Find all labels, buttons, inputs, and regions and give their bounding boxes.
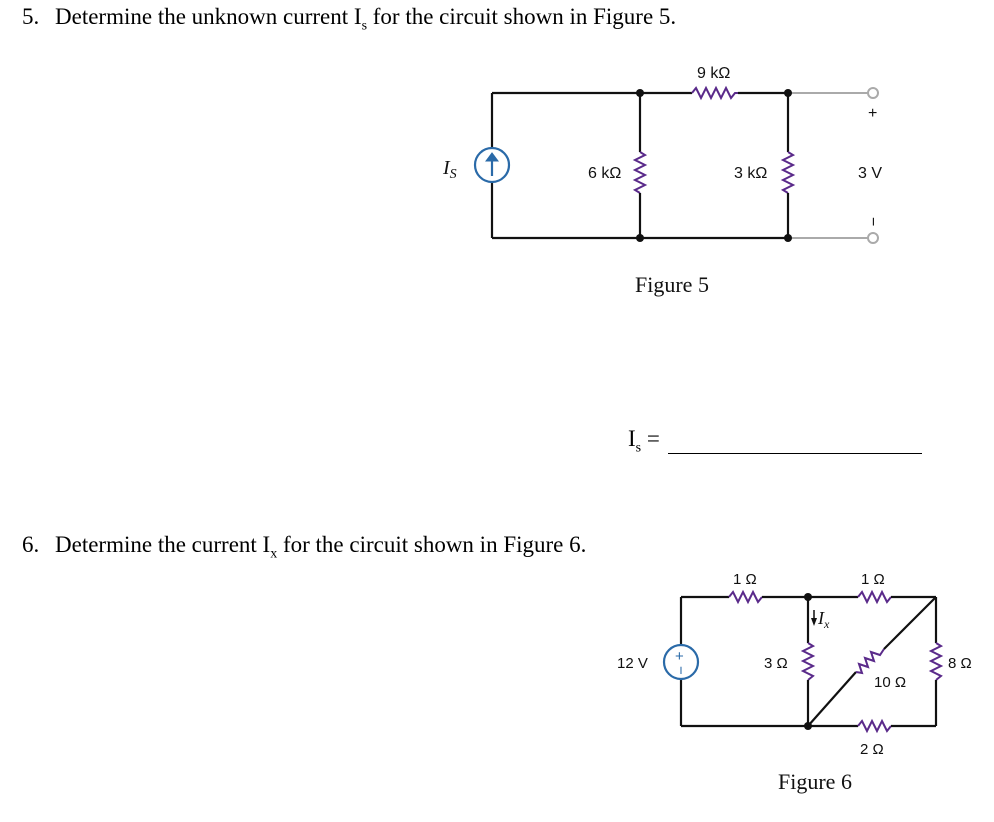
question-text: Determine the unknown current $I_s$ for the circuit shown in Figure 5. [55, 4, 677, 34]
source-label: $I_S$ [443, 157, 457, 182]
label-3-ohm: 3 Ω [764, 655, 788, 672]
label-9k: 9 kΩ [697, 65, 731, 82]
voltage-source-12v [664, 645, 698, 679]
junction-dot [804, 722, 812, 730]
terminal-bottom [868, 233, 878, 243]
junction-dot [804, 593, 812, 601]
figure-5 [492, 88, 793, 238]
resistor-3-ohm [803, 643, 813, 680]
question-number: 5. [22, 4, 40, 29]
resistor-3k [783, 152, 793, 193]
question-number: 6. [22, 532, 40, 557]
resistor-8-ohm [931, 643, 941, 680]
current-source-is [475, 148, 509, 182]
wire [808, 672, 856, 726]
label-ix: $I_x$ [818, 608, 830, 631]
label-8-ohm: 8 Ω [948, 655, 972, 672]
label-3k: 3 kΩ [734, 165, 768, 182]
answer-label: $I_s$ = [628, 426, 660, 456]
label-12v: 12 V [617, 655, 648, 672]
wire [884, 597, 936, 649]
figure-6 [681, 592, 941, 731]
junction-dot [784, 234, 792, 242]
resistor-1-ohm-right [858, 592, 891, 602]
figure-5-caption: Figure 5 [635, 272, 709, 297]
resistor-1-ohm-left [729, 592, 762, 602]
question-text: Determine the current $I_x$ for the circuit shown in Figure 6. [55, 532, 587, 562]
label-6k: 6 kΩ [588, 165, 622, 182]
junction-dot [784, 89, 792, 97]
junction-dot [636, 234, 644, 242]
label-10-ohm: 10 Ω [874, 674, 907, 691]
label-1-ohm-right: 1 Ω [861, 571, 885, 588]
label-1-ohm-left: 1 Ω [733, 571, 757, 588]
resistor-10-ohm [856, 649, 884, 673]
junction-dot [636, 89, 644, 97]
minus-sign: − [864, 217, 881, 227]
plus-sign: + [868, 105, 878, 122]
resistor-9k [692, 88, 738, 98]
source-minus: − [672, 666, 689, 675]
label-voltage: 3 V [858, 165, 883, 182]
resistor-2-ohm [858, 721, 891, 731]
figure-6-caption: Figure 6 [778, 769, 852, 794]
ix-arrow-icon [811, 610, 817, 626]
label-2-ohm: 2 Ω [860, 741, 884, 758]
resistor-6k [635, 152, 645, 193]
source-plus: + [675, 648, 684, 665]
terminal-top [868, 88, 878, 98]
